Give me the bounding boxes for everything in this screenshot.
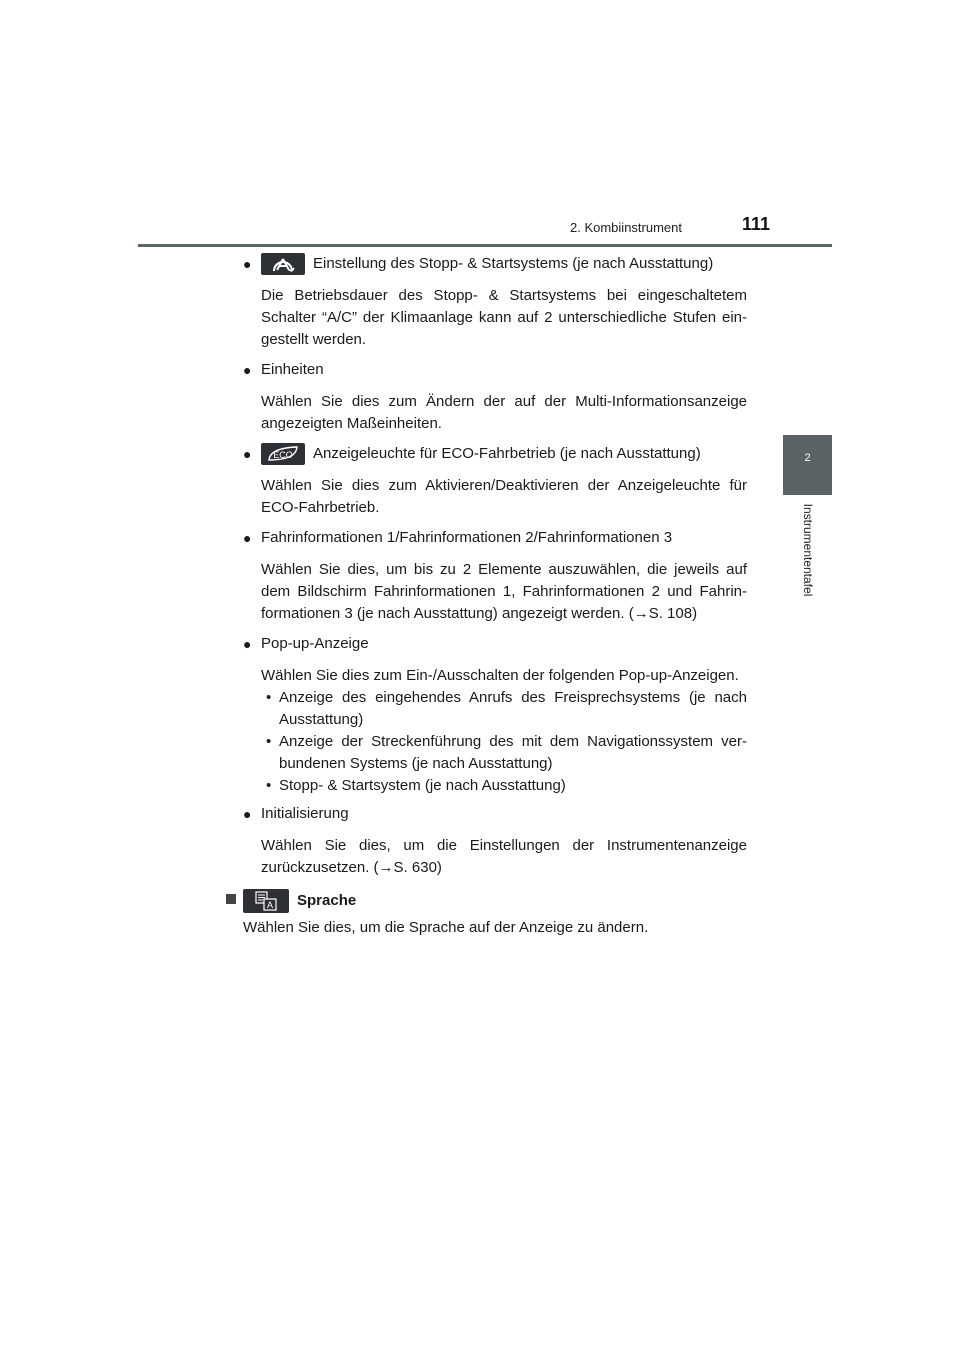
entry-heading: [243, 527, 747, 549]
page-number: 111: [742, 214, 771, 234]
bullet: ●: [243, 362, 252, 378]
entry-description: [261, 475, 747, 519]
entry-title: Pop-up-Anzeige: [261, 635, 369, 652]
text-line: Wählen Sie dies zum Ein-/Ausschalten der folgenden Pop-up-Anzeigen.: [261, 667, 739, 684]
list-dot: •: [266, 777, 272, 794]
text-line: gestellt werden.: [261, 331, 367, 348]
section-marker: [226, 894, 236, 904]
entry-title: Einheiten: [261, 361, 324, 378]
section-text: Wählen Sie dies, um die Sprache auf der Anzeige zu ändern.: [243, 919, 649, 936]
text-line: Wählen Sie dies zum Aktivieren/Deaktivieren der Anzeigeleuchte für: [261, 477, 747, 494]
list-item: [261, 775, 747, 797]
entry-title: Einstellung des Stopp- & Startsystems (je nach Ausstattung): [313, 255, 714, 272]
entry-heading: [243, 633, 747, 655]
text-line: Wählen Sie dies, um bis zu 2 Elemente auszuwählen, die jeweils auf: [261, 561, 747, 578]
text-line: Ausstattung): [279, 711, 364, 728]
chapter-number: 2: [804, 452, 811, 464]
entry-title: Initialisierung: [261, 805, 349, 822]
entry-heading: [243, 253, 747, 275]
text-line: Wählen Sie dies, um die Einstellungen der Instrumentenanzeige: [261, 837, 747, 854]
setting-entry-units: [243, 359, 747, 435]
chapter-tab: [783, 435, 832, 495]
bullet: ●: [243, 446, 252, 462]
language-section: [243, 889, 747, 939]
list-dot: •: [266, 689, 272, 706]
text-line: angezeigten Maßeinheiten.: [261, 415, 442, 432]
section-heading: [243, 889, 747, 913]
language-icon: [243, 889, 289, 913]
text-line: bundenen Systems (je nach Ausstattung): [279, 755, 553, 772]
popup-sub-list: [261, 687, 747, 797]
entry-heading: [243, 803, 747, 825]
entry-description: [261, 285, 747, 351]
entry-heading: [243, 443, 747, 465]
list-dot: •: [266, 733, 272, 750]
setting-entry-popup: [243, 633, 747, 797]
language-icon-label: A: [266, 900, 274, 910]
setting-entry-eco: [243, 443, 747, 519]
header-rule: [138, 244, 832, 247]
list-item: [261, 687, 747, 731]
text-line: zurückzusetzen. (→S. 630): [261, 859, 442, 876]
text-line: Schalter “A/C” der Klimaanlage kann auf 2 unterschiedliche Stufen ein-: [261, 309, 747, 326]
entry-title: Fahrinformationen 1/Fahrinformationen 2/Fahrinformationen 3: [261, 529, 673, 546]
bullet: ●: [243, 806, 252, 822]
stop-start-icon: [261, 253, 305, 275]
chapter-title: Instrumententafel: [801, 503, 815, 597]
text-line: formationen 3 (je nach Ausstattung) angezeigt werden. (→S. 108): [261, 605, 698, 622]
eco-icon-label: ECO: [273, 450, 293, 460]
text-line: Die Betriebsdauer des Stopp- & Startsystems bei eingeschaltetem: [261, 287, 747, 304]
entry-description: [261, 665, 747, 687]
eco-icon: [261, 443, 305, 465]
page-content: [243, 253, 747, 939]
setting-entry-drive-info: [243, 527, 747, 625]
setting-entry-stop-start: [243, 253, 747, 351]
entry-description: [261, 559, 747, 625]
entry-description: [261, 835, 747, 879]
text-line: Anzeige der Streckenführung des mit dem Navigationssystem ver-: [279, 733, 747, 750]
entry-title: Anzeigeleuchte für ECO-Fahrbetrieb (je nach Ausstattung): [313, 445, 701, 462]
list-item: [261, 731, 747, 775]
setting-entry-reset: [243, 803, 747, 879]
entry-heading: [243, 359, 747, 381]
text-line: Stopp- & Startsystem (je nach Ausstattung): [279, 777, 566, 794]
bullet: ●: [243, 636, 252, 652]
text-line: ECO-Fahrbetrieb.: [261, 499, 380, 516]
section-title: Sprache: [297, 892, 357, 909]
bullet: ●: [243, 530, 252, 546]
text-line: Anzeige des eingehendes Anrufs des Freisprechsystems (je nach: [279, 689, 747, 706]
text-line: dem Bildschirm Fahrinformationen 1, Fahrinformationen 2 und Fahrin-: [261, 583, 747, 600]
bullet: ●: [243, 256, 252, 272]
running-header-section: 2. Kombiinstrument: [570, 220, 682, 235]
text-line: Wählen Sie dies zum Ändern der auf der Multi-Informationsanzeige: [261, 393, 747, 410]
entry-description: [261, 391, 747, 435]
